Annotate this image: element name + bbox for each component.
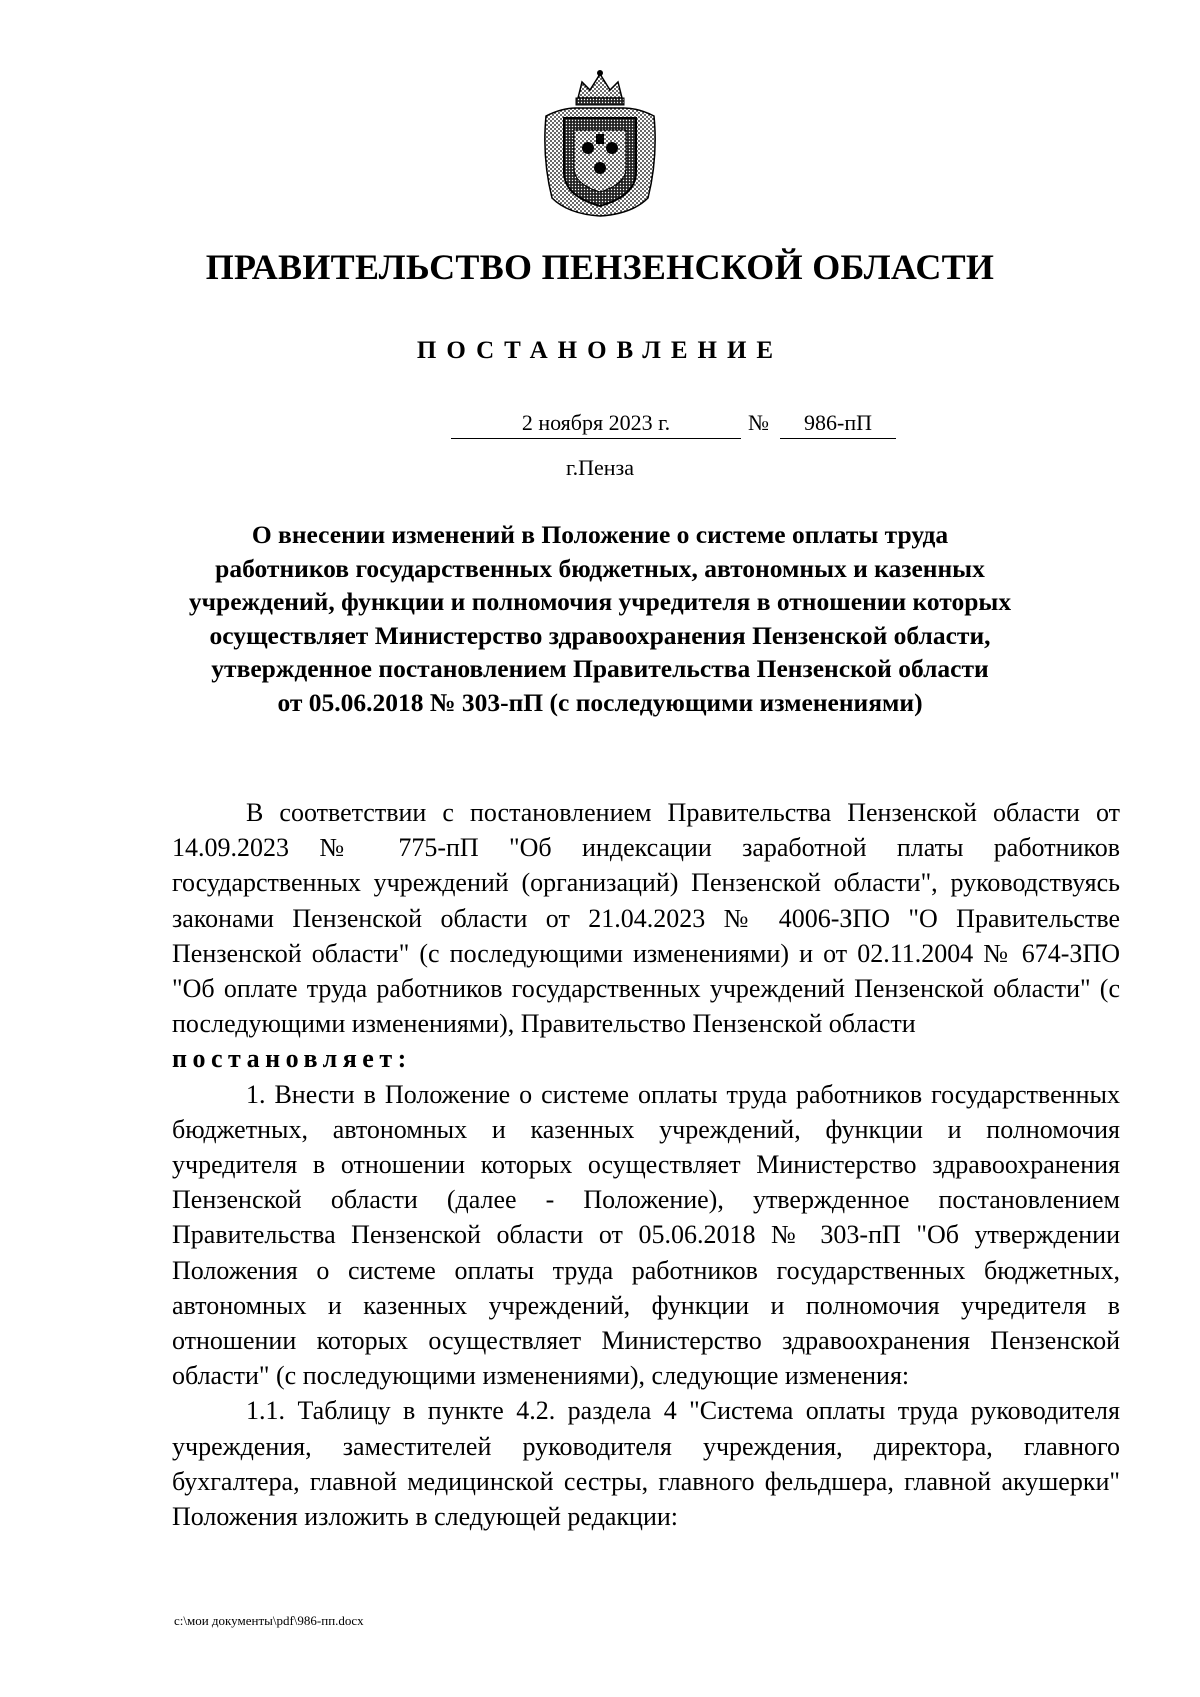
city: г.Пенза xyxy=(566,455,634,480)
number-sign: № xyxy=(748,410,769,435)
heading-line: О внесении изменений в Положение о системе оплаты труда xyxy=(251,520,949,549)
document-date: 2 ноября 2023 г. xyxy=(451,408,741,439)
coat-of-arms-emblem xyxy=(538,68,662,218)
date-number-line xyxy=(0,408,1200,442)
document-type: ПОСТАНОВЛЕНИЕ xyxy=(416,337,784,364)
decree-word: постановляет: xyxy=(172,1044,412,1074)
document-body xyxy=(172,795,1120,1534)
heading-line: осуществляет Министерство здравоохранения Пензенской области, xyxy=(209,620,991,650)
heading-line: утвержденное постановлением Правительства Пензенской области xyxy=(211,654,989,683)
heading-line: учреждений, функции и полномочия учредителя в отношении которых xyxy=(188,587,1012,616)
footer-file-path: c:\мои документы\pdf\986-пп.docx xyxy=(174,1613,364,1628)
organization-title: ПРАВИТЕЛЬСТВО ПЕНЗЕНСКОЙ ОБЛАСТИ xyxy=(205,247,995,287)
item-1-paragraph: 1. Внести в Положение о системе оплаты труда работников государственных бюджетных, автономных и казенных учреждений, функции и полномочия учредителя в отношении которых осуществляет Министерство здравоохранения Пензенской области (далее - Положение), утвержденное постановлением Правительства Пензенской области от 05.06.2018 № 303-пП "Об утверждении Положения о системе оплаты труда работников государственных бюджетных, автономных и казенных учреждений, функции и полномочия учредителя в отношении которых осуществляет Министерство здравоохранения Пензенской области" (с последующими изменениями), следующие изменения: xyxy=(172,1079,1120,1391)
heading-line: от 05.06.2018 № 303-пП (с последующими изменениями) xyxy=(277,687,923,717)
preamble-paragraph: В соответствии с постановлением Правительства Пензенской области от 14.09.2023 № 775-пП "Об индексации заработной платы работников государственных учреждений (организаций) Пензенской области", руководствуясь законами Пензенской области от 21.04.2023 № 4006-ЗПО "О Правительстве Пензенской области" (с последующими изменениями) и от 02.11.2004 № 674-ЗПО "Об оплате труда работников государственных учреждений Пензенской области" (с последующими изменениями), Правительство Пензенской области xyxy=(172,798,1120,1039)
document-number: 986-пП xyxy=(780,408,896,439)
document-heading xyxy=(150,518,1050,719)
heading-line: работников государственных бюджетных, автономных и казенных xyxy=(215,553,985,583)
item-1-1-paragraph: 1.1. Таблицу в пункте 4.2. раздела 4 "Система оплаты труда руководителя учреждения, заместителей руководителя учреждения, директора, главного бухгалтера, главной медицинской сестры, главного фельдшера, главной акушерки" Положения изложить в следующей редакции: xyxy=(172,1396,1120,1532)
